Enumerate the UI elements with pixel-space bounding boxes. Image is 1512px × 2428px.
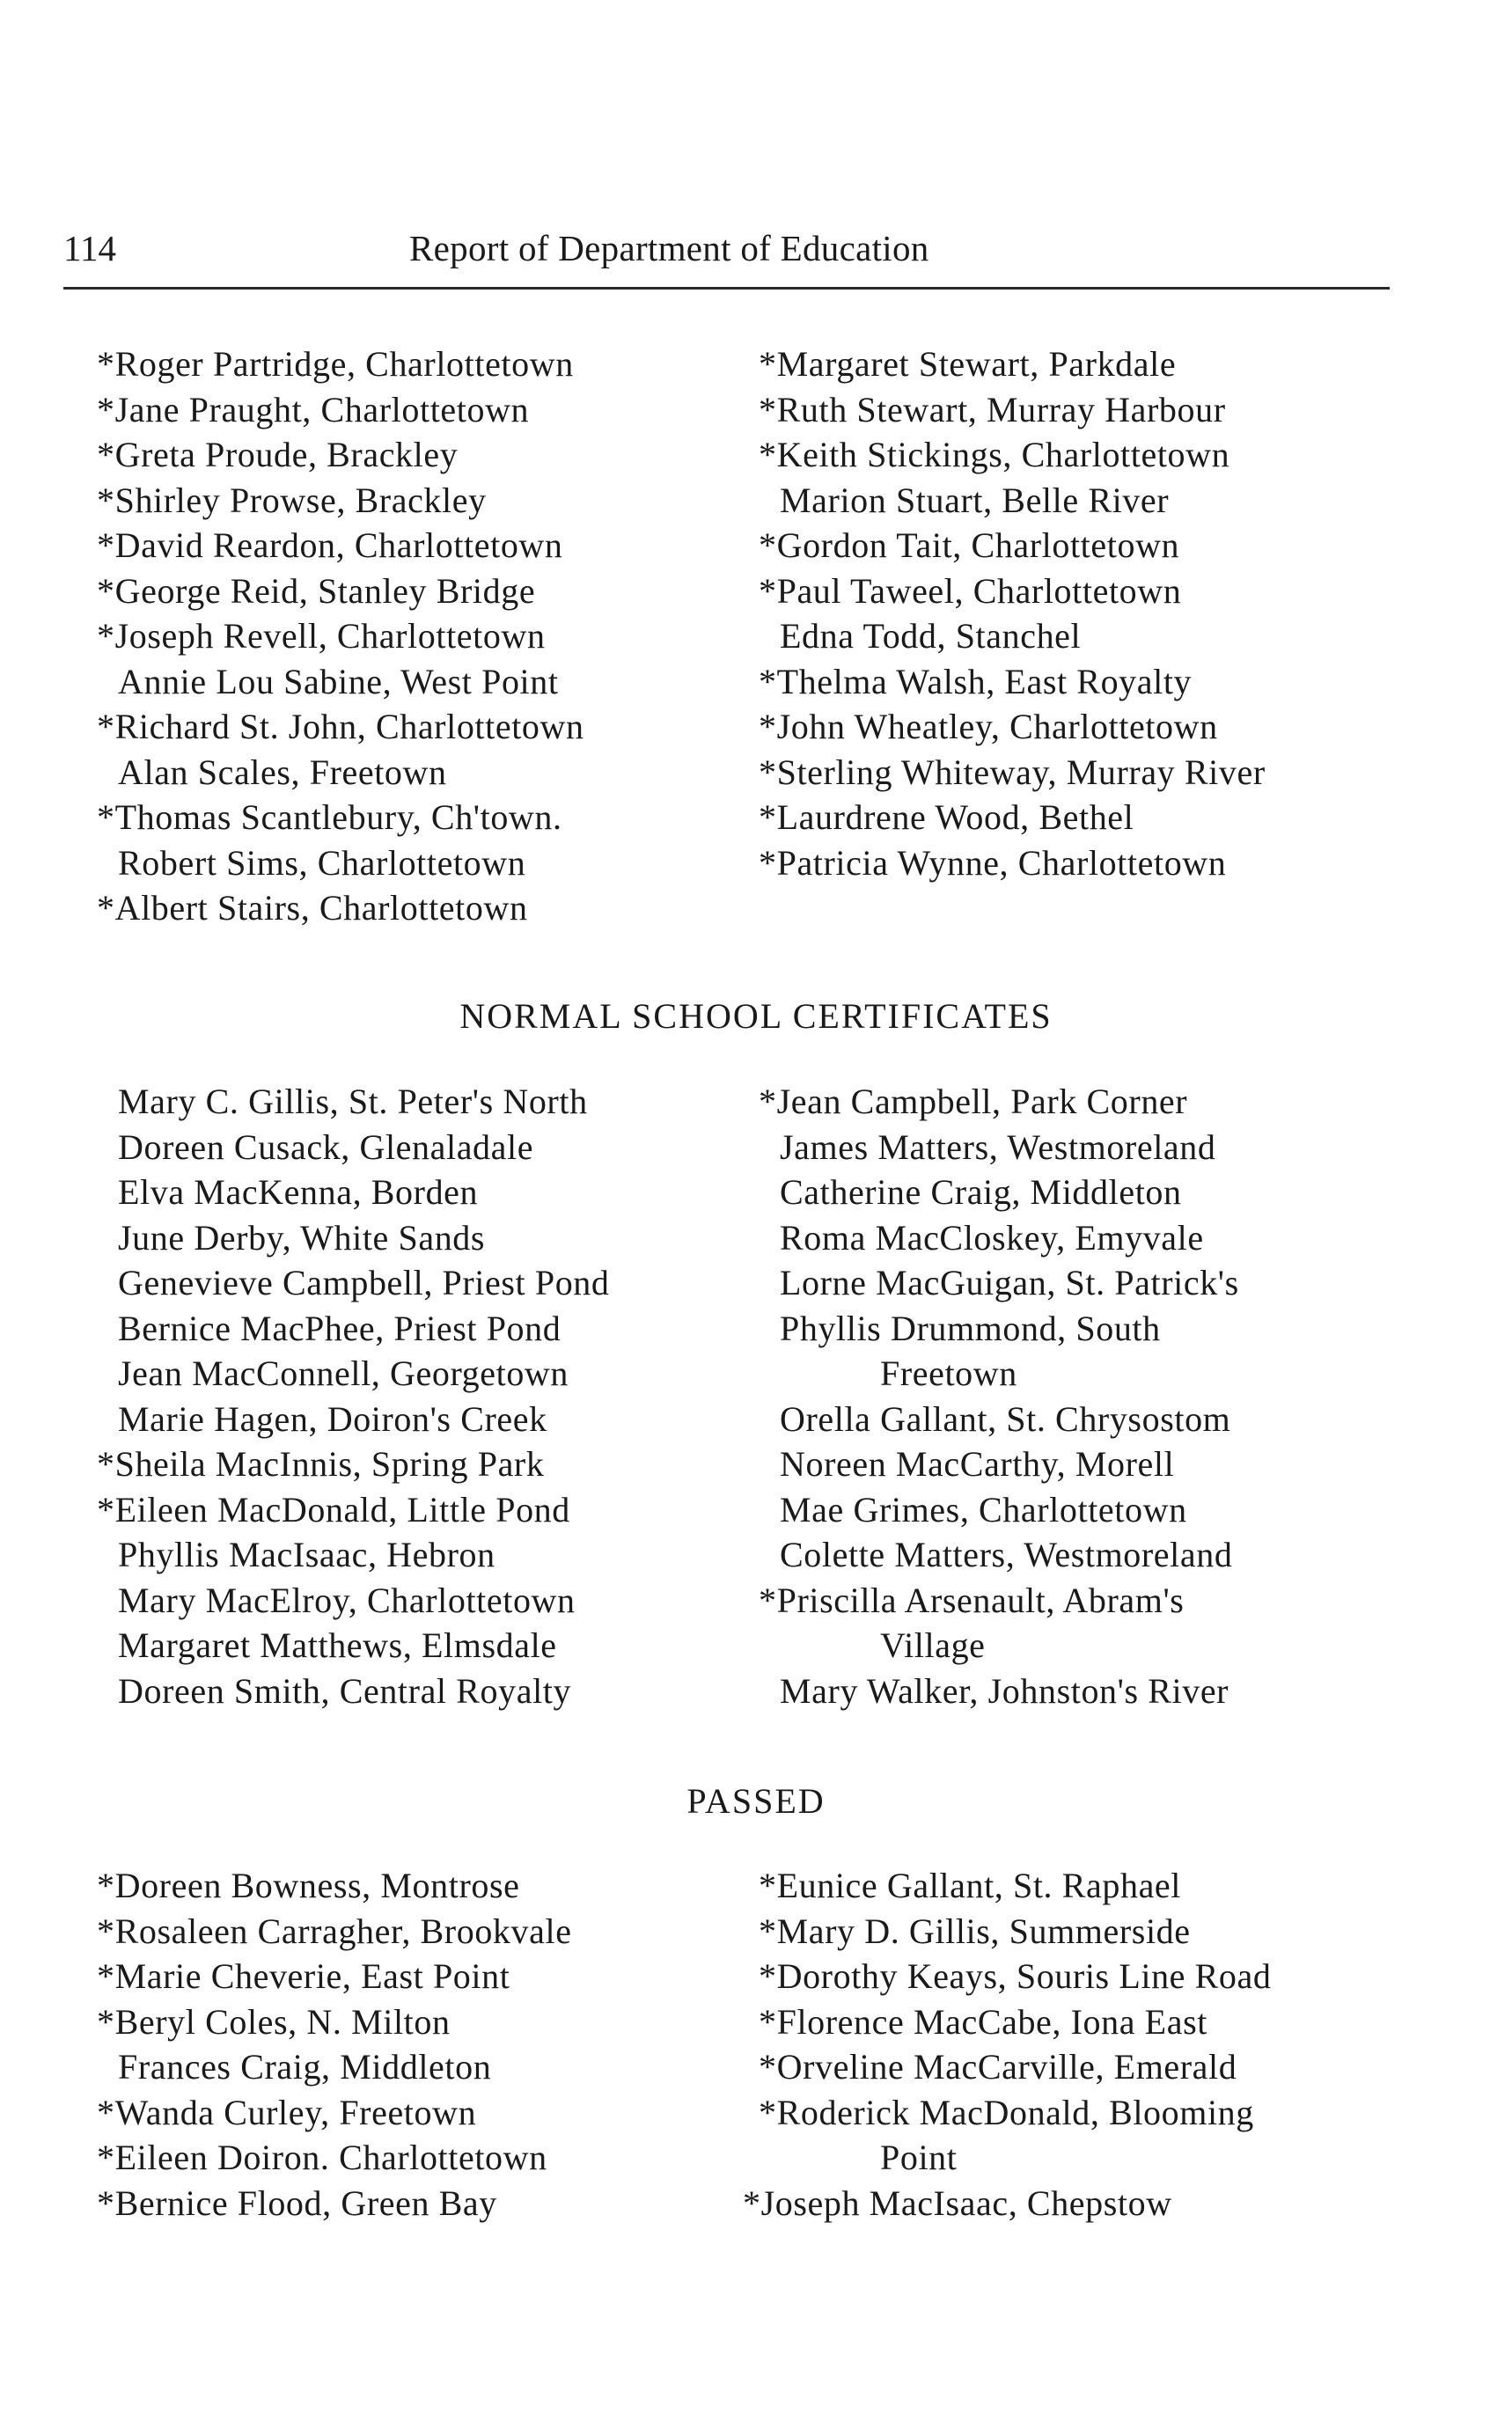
list-entry: *Eileen Doiron. Charlottetown bbox=[97, 2138, 547, 2177]
list-entry: Phyllis MacIsaac, Hebron bbox=[118, 1535, 495, 1574]
list-entry: Doreen Smith, Central Royalty bbox=[118, 1670, 572, 1711]
list-entry: *Paul Taweel, Charlottetown bbox=[759, 570, 1182, 611]
header-rule bbox=[63, 287, 1390, 290]
list-entry: *Ruth Stewart, Murray Harbour bbox=[759, 389, 1226, 429]
list-entry-continuation: Point bbox=[880, 2138, 958, 2177]
list-entry: *Jean Campbell, Park Corner bbox=[759, 1082, 1188, 1121]
list-entry: *Joseph Revell, Charlottetown bbox=[97, 616, 546, 656]
top-list-left-column bbox=[97, 341, 584, 931]
list-entry: *Florence MacCabe, Iona East bbox=[759, 2001, 1207, 2042]
list-entry: Marie Hagen, Doiron's Creek bbox=[118, 1398, 547, 1439]
list-entry: *John Wheatley, Charlottetown bbox=[759, 707, 1218, 746]
list-entry: *Eunice Gallant, St. Raphael bbox=[759, 1866, 1182, 1905]
list-entry: *Albert Stairs, Charlottetown bbox=[97, 888, 528, 928]
list-entry: *Orveline MacCarville, Emerald bbox=[759, 2047, 1237, 2087]
list-entry: *Priscilla Arsenault, Abram's bbox=[759, 1580, 1185, 1620]
list-entry: Mary MacElroy, Charlottetown bbox=[118, 1580, 576, 1620]
list-entry: *Sterling Whiteway, Murray River bbox=[759, 752, 1266, 792]
list-entry: *Joseph MacIsaac, Chepstow bbox=[743, 2182, 1172, 2223]
list-entry: *Shirley Prowse, Brackley bbox=[97, 480, 487, 520]
list-entry: Mary C. Gillis, St. Peter's North bbox=[118, 1082, 588, 1121]
list-entry: *Roger Partridge, Charlottetown bbox=[97, 344, 574, 384]
list-entry: *Greta Proude, Brackley bbox=[97, 435, 459, 474]
normal-school-left-column bbox=[97, 1079, 610, 1713]
list-entry: *Dorothy Keays, Souris Line Road bbox=[759, 1956, 1272, 1996]
passed-heading: PASSED bbox=[686, 1781, 826, 1821]
list-entry: Alan Scales, Freetown bbox=[118, 752, 447, 792]
list-entry: Marion Stuart, Belle River bbox=[780, 480, 1170, 520]
list-entry: *Laurdrene Wood, Bethel bbox=[759, 797, 1134, 837]
list-entry: Elva MacKenna, Borden bbox=[118, 1172, 479, 1212]
list-entry: Frances Craig, Middleton bbox=[118, 2047, 492, 2087]
running-head-title: Report of Department of Education bbox=[409, 228, 929, 268]
list-entry: *Sheila MacInnis, Spring Park bbox=[97, 1444, 545, 1484]
top-list-right-column bbox=[759, 341, 1266, 885]
list-entry: Noreen MacCarthy, Morell bbox=[780, 1444, 1175, 1484]
list-entry: *Doreen Bowness, Montrose bbox=[97, 1866, 520, 1905]
list-entry: *Thelma Walsh, East Royalty bbox=[759, 661, 1193, 701]
list-entry: *Richard St. John, Charlottetown bbox=[97, 707, 584, 746]
list-entry: *George Reid, Stanley Bridge bbox=[97, 570, 536, 611]
list-entry: *Eileen MacDonald, Little Pond bbox=[97, 1489, 570, 1529]
list-entry: Roma MacCloskey, Emyvale bbox=[780, 1217, 1204, 1258]
list-entry: Orella Gallant, St. Chrysostom bbox=[780, 1398, 1231, 1439]
normal-school-heading: NORMAL SCHOOL CERTIFICATES bbox=[459, 996, 1053, 1036]
passed-left-column bbox=[97, 1863, 572, 2226]
list-entry: Mae Grimes, Charlottetown bbox=[780, 1489, 1187, 1529]
list-entry: Colette Matters, Westmoreland bbox=[780, 1535, 1233, 1574]
list-entry: *Keith Stickings, Charlottetown bbox=[759, 435, 1230, 474]
list-entry: *Wanda Curley, Freetown bbox=[97, 2092, 477, 2132]
list-entry: Robert Sims, Charlottetown bbox=[118, 842, 526, 883]
list-entry: *Mary D. Gillis, Summerside bbox=[759, 1911, 1191, 1951]
list-entry: *Gordon Tait, Charlottetown bbox=[759, 525, 1180, 565]
list-entry: Catherine Craig, Middleton bbox=[780, 1172, 1182, 1212]
list-entry-continuation: Freetown bbox=[880, 1353, 1017, 1393]
list-entry: Annie Lou Sabine, West Point bbox=[118, 661, 559, 701]
list-entry: *Beryl Coles, N. Milton bbox=[97, 2001, 451, 2042]
list-entry: *Bernice Flood, Green Bay bbox=[97, 2182, 497, 2223]
page-number: 114 bbox=[63, 228, 116, 268]
list-entry: *Marie Cheverie, East Point bbox=[97, 1956, 510, 1996]
list-entry: Genevieve Campbell, Priest Pond bbox=[118, 1263, 610, 1302]
list-entry: Bernice MacPhee, Priest Pond bbox=[118, 1308, 561, 1348]
list-entry: Jean MacConnell, Georgetown bbox=[118, 1353, 569, 1393]
passed-right-column bbox=[743, 1863, 1272, 2226]
list-entry: James Matters, Westmoreland bbox=[780, 1126, 1216, 1167]
list-entry: Edna Todd, Stanchel bbox=[780, 616, 1082, 656]
list-entry: *Rosaleen Carragher, Brookvale bbox=[97, 1911, 572, 1951]
list-entry: Mary Walker, Johnston's River bbox=[780, 1670, 1229, 1711]
list-entry: *Margaret Stewart, Parkdale bbox=[759, 344, 1177, 384]
list-entry: Phyllis Drummond, South bbox=[780, 1308, 1161, 1348]
list-entry-continuation: Village bbox=[880, 1625, 986, 1665]
list-entry: *Patricia Wynne, Charlottetown bbox=[759, 842, 1227, 883]
list-entry: *Roderick MacDonald, Blooming bbox=[759, 2092, 1254, 2132]
list-entry: *Jane Praught, Charlottetown bbox=[97, 389, 530, 429]
list-entry: *Thomas Scantlebury, Ch'town. bbox=[97, 797, 562, 837]
list-entry: June Derby, White Sands bbox=[118, 1217, 486, 1258]
list-entry: *David Reardon, Charlottetown bbox=[97, 525, 563, 565]
list-entry: Margaret Matthews, Elmsdale bbox=[118, 1625, 557, 1665]
list-entry: Doreen Cusack, Glenaladale bbox=[118, 1126, 534, 1167]
list-entry: Lorne MacGuigan, St. Patrick's bbox=[780, 1263, 1239, 1302]
normal-school-right-column bbox=[759, 1079, 1239, 1713]
